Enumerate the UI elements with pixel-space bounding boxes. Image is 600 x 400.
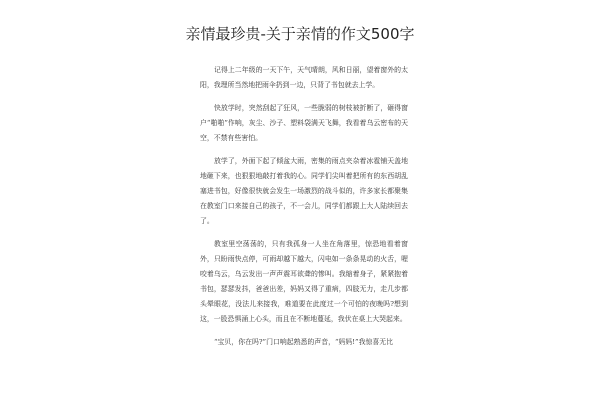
paragraph-3: 放学了，外面下起了倾盆大雨，密集的雨点夹杂着冰雹铺天盖地地砸下来，也狠狠地敲打着我的心。同学们尖叫着把所有的东西胡乱塞进书包，好像很快就会发生一场激烈的战斗似的，许多家长都聚集在教室门口来接自己的孩子，不一会儿，同学们都跟上大人陆续回去了。 (200, 157, 408, 225)
paragraph-1: 记得上二年级的一天下午，天气晴朗，风和日丽，望着窗外的太阳，我理所当然地把雨伞扔到一边，只背了书包就去上学。 (200, 66, 408, 89)
paragraph-2: 快放学时，突然刮起了狂风，一些脆弱的树枝被折断了，砸得窗户“啪啪”作响，灰尘、沙子、塑料袋满天飞舞，我看着乌云密布的天空，不禁有些害怕。 (200, 104, 408, 142)
paragraph-4: 教室里空荡荡的，只有我孤身一人坐在角落里，惊恐地看着窗外，只盼雨快点停，可雨却越下越大，闪电如一条条晃动的火舌，喔咬着乌云，乌云发出一声声震耳欲聋的惨叫。我缩着身子，紧紧抱着书包，瑟瑟发抖，爸爸出差，妈妈又得了重病，四肢无力，走几步都头晕眼花，没法儿来接我，难道要在此度过一个可怕的夜晚吗?想到这，一股恐惧涌上心头，而且在不断地蔓延，我伏在桌上大哭起来。 (200, 240, 408, 323)
document-body (200, 63, 408, 350)
document-title: 亲情最珍贵-关于亲情的作文500字 (185, 25, 415, 43)
paragraph-5: “宝贝，你在吗?”门口响起熟悉的声音，“妈妈!”我惊喜无比 (214, 338, 394, 346)
